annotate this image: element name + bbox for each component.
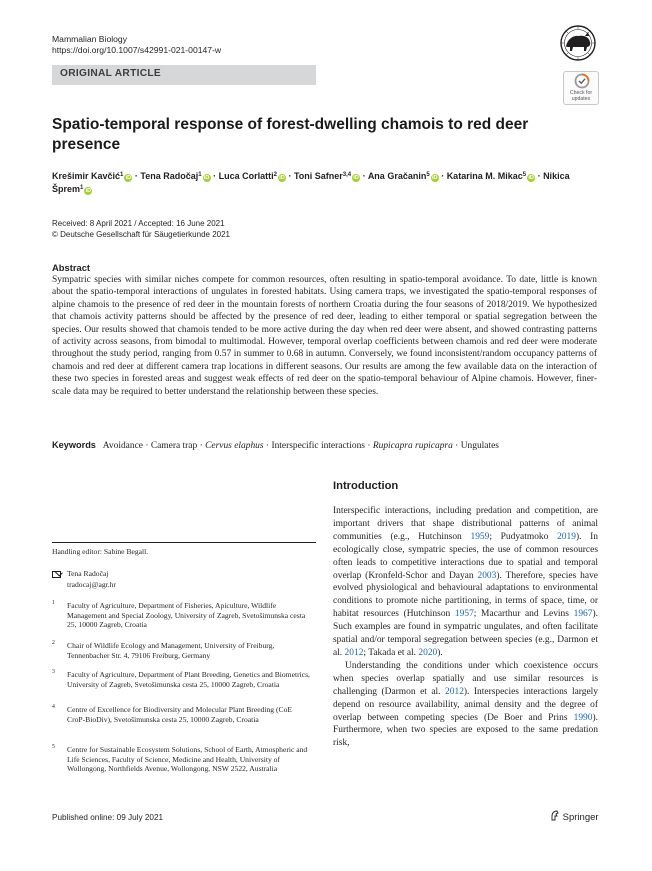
keyword: Rupicapra rupicapra [372, 441, 453, 451]
abstract-heading: Abstract [52, 262, 91, 273]
keyword: Avoidance [102, 441, 143, 451]
orcid-icon[interactable]: iD [431, 175, 438, 181]
publisher-logo [550, 810, 599, 823]
author[interactable]: Toni Safner$^{3,4}$ iD [293, 171, 359, 181]
keyword: Ungulates [460, 441, 499, 451]
mail-icon [52, 571, 61, 578]
author[interactable]: Ana Gračanin$^5$ iD [367, 171, 438, 181]
author[interactable]: Katarina M. Mikac$^5$ iD [446, 171, 534, 181]
affiliation: 5 Centre for Sustainable Ecosystem Solutions, School of Earth, Atmospheric and Life Sciences, Faculty of Science, Medicine and Health, University of Wollongong, Northfields Avenue, Wollongong, NSW 2522, Australia [52, 744, 308, 774]
article-type: ORIGINAL ARTICLE [60, 68, 162, 79]
society-logo-icon [558, 24, 598, 62]
citation-link[interactable]: 1990 [573, 712, 593, 723]
paragraph: Interspecific interactions, including predation and competition, are important drivers that shape distributional patterns of animal communities (e.g., Hutchinson 1959; Pudyatmoko 2019). In ecologically close, sympatric species, the use of common resources often leads to competitive interactions due to spatial and temporal overlap (Kronfeld-Schor and Dayan 2003). Therefore, species have evolved physiological and behavioural adaptations to environmental conditions to promote niche partitioning, in terms of space, time, or habitat resources (Hutchinson 1957; Macarthur and Levins 1967). Such examples are found in sympatric ungulates, and often facilitate spatial and/or temporal segregation between species (e.g., Darmon et al. 2012; Takada et al. 2020). [333, 506, 598, 658]
author[interactable]: Luca Corlatti$^2$ iD [218, 171, 285, 181]
published-online-date: Published online: 09 July 2021 [52, 813, 164, 822]
doi-link[interactable]: https://doi.org/10.1007/s42991-021-00147-w [52, 45, 222, 55]
keywords-label: Keywords [52, 440, 96, 450]
orcid-icon[interactable]: iD [353, 175, 359, 181]
author-list: Krešimir Kavčić$^1$ iD · Tena Radočaj$^1$ iD · Luca Corlatti$^2$ iD · Toni Safner$^{3,4}$ iD · Ana Gračanin$^5$ iD · Katarina M. Mikac$^5$ iD · Nikica Šprem$^1$ iD [52, 171, 570, 194]
orcid-icon[interactable]: iD [125, 175, 132, 181]
journal-name: Mammalian Biology [52, 34, 127, 44]
keyword: Camera trap [150, 441, 198, 451]
affiliation: 2 Chair of Wildlife Ecology and Management, University of Freiburg, Tennenbacher Str. 4, 79106 Freiburg, Germany [52, 640, 275, 660]
orcid-icon[interactable]: iD [85, 188, 92, 194]
keyword: Interspecific interactions [271, 441, 365, 451]
orcid-icon[interactable]: iD [279, 175, 285, 181]
article-title: Spatio-temporal response of forest-dwelling chamois to red deer presence [52, 116, 529, 153]
affiliation: 1 Faculty of Agriculture, Department of Fisheries, Apiculture, Wildlife Management and Special Zoology, University of Zagreb, Svetošimunska cesta 25, 10000 Zagreb, Croatia [52, 600, 306, 630]
copyright-notice: © Deutsche Gesellschaft für Säugetierkunde 2021 [52, 230, 230, 239]
abstract-text: Sympatric species with similar niches compete for common resources, often resulting in spatio-temporal avoidance. To date, little is known about the spatio-temporal interactions of ungulates in forested habitats. Using camera traps, we investigated the spatio-temporal responses of alpine chamois to the presence of red deer in the mountain forests of northern Croatia during the four seasons of 2018/2019. We hypothesized that chamois activity patterns should be affected by the presence of red deer, leading to either temporal or spatial segregation between the species. Our results showed that chamois tended to be more active during the day when red deer were absent, and showed contrasting patterns of activity across seasons, from bimodal to multimodal. However, temporal overlap coefficients between chamois and red deer were moderate throughout the study period, ranging from 0.57 in summer to 0.68 in autumn. Conversely, we found inconsistent/random occupancy patterns of chamois and red deer at different camera trap locations in different seasons. Our results are among the few available data on the interaction of these two species in forested areas and suggest weak effects of red deer on the spatio-temporal behaviour of Alpine chamois. However, finer-scale data may be required to better understand the relationship between these species. [52, 275, 597, 397]
introduction-body [333, 505, 598, 750]
author[interactable]: Krešimir Kavčić$^1$ iD [52, 171, 132, 181]
affiliation: 3 Faculty of Agriculture, Department of Plant Breeding, Genetics and Biometrics, University of Zagreb, Svetošimunska cesta 25, 10000 Zagreb, Croatia [52, 669, 310, 689]
citation-link[interactable]: 1967 [573, 609, 593, 620]
citation-link[interactable]: 2019 [557, 531, 576, 542]
keyword: Cervus elaphus [205, 441, 264, 451]
received-accepted-dates: Received: 8 April 2021 / Accepted: 16 June 2021 [52, 219, 225, 228]
introduction-heading: Introduction [333, 480, 399, 492]
corresponding-author-email[interactable]: tradocaj@agr.hr [67, 580, 116, 589]
publisher-name: Springer [562, 812, 599, 823]
springer-horse-icon [550, 810, 560, 821]
corresponding-author-name: Tena Radočaj [67, 569, 109, 578]
paragraph: Understanding the conditions under which coexistence occurs when species overlap spatially and use similar resources is challenging (Darmon et al. 2012). Interspecies interactions largely depend on resource availability, animal density and the degree of overlap between competing species (De Boer and Prins 1990). Furthermore, when two species are exposed to the same predation risk, [333, 660, 598, 749]
citation-link[interactable]: 2012 [445, 686, 464, 697]
citation-link[interactable]: 1957 [454, 609, 474, 620]
keywords: Keywords Avoidance · Camera trap · Cervus elaphus · Interspecific interactions · Rupicapra rupicapra · Ungulates [52, 440, 499, 451]
footnote-divider [52, 542, 316, 543]
check-updates-icon [564, 72, 600, 90]
citation-link[interactable]: 2020 [418, 647, 438, 658]
author[interactable]: Tena Radočaj$^1$ iD [140, 171, 210, 181]
author[interactable]: Nikica Šprem$^1$ iD [52, 171, 570, 194]
citation-link[interactable]: 2003 [477, 570, 497, 581]
citation-link[interactable]: 2012 [344, 647, 364, 658]
citation-link[interactable]: 1959 [470, 531, 490, 542]
check-updates-label: Check for updates [569, 90, 593, 102]
affiliation: 4 Centre of Excellence for Biodiversity and Molecular Plant Breeding (CoE CroP-BioDiv), Svetošimunska cesta 25, 10000 Zagreb, Croatia [52, 704, 293, 724]
handling-editor: Handling editor: Sabine Begall. [52, 547, 149, 556]
orcid-icon[interactable]: iD [203, 175, 210, 181]
orcid-icon[interactable]: iD [528, 175, 534, 181]
